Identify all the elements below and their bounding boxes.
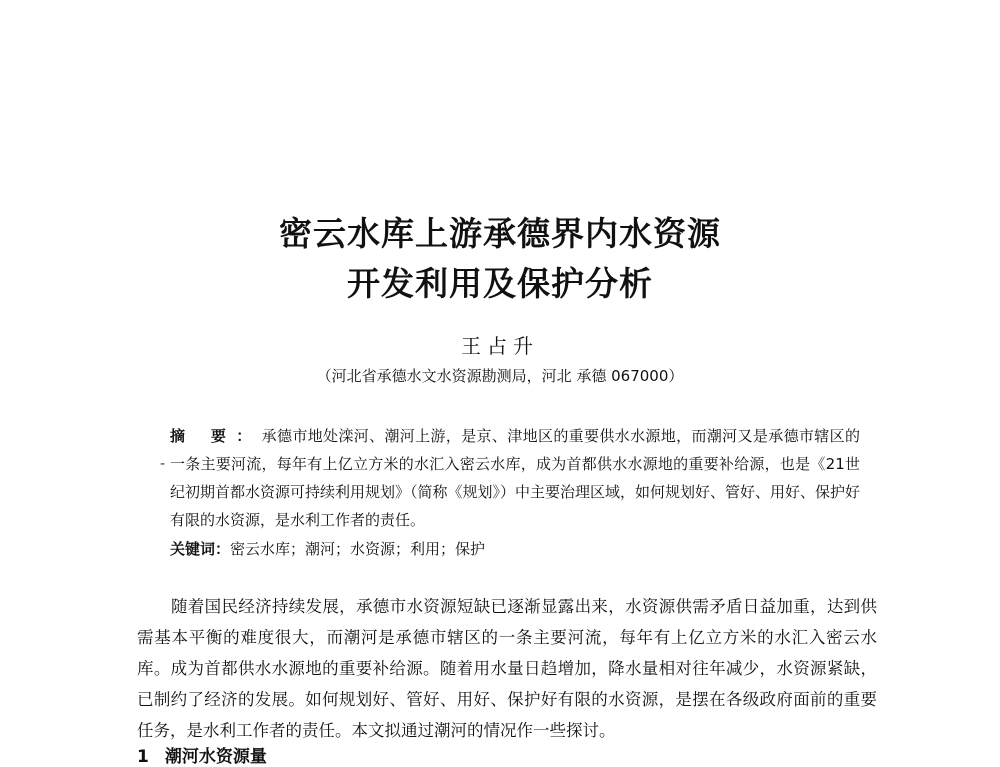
keywords-label: 关键词： bbox=[170, 540, 231, 558]
abstract-label: 摘 要： bbox=[170, 427, 262, 445]
abstract-text: 承德市地处滦河、潮河上游，是京、津地区的重要供水水源地，而潮河又是承德市辖区的一条主要河流，每年有上亿立方米的水汇入密云水库，成为首都供水水源地的重要补给源，也是《21世纪初期首都水资源可持续利用规划》（简称《规划》）中主要治理区域，如何规划好、管好、用好、保护好有限的水资源，是水利工作者的责任。 bbox=[170, 427, 861, 529]
author-affiliation: （河北省承德水文水资源勘测局，河北 承德 067000） bbox=[316, 367, 684, 385]
paper-title-line2: 开发利用及保护分析 bbox=[347, 264, 653, 303]
keywords bbox=[170, 535, 860, 563]
section-number: 1 bbox=[137, 747, 149, 767]
author-name: 王占升 bbox=[461, 334, 539, 358]
section-heading bbox=[137, 742, 267, 767]
body-paragraph: 随着国民经济持续发展，承德市水资源短缺已逐渐显露出来，水资源供需矛盾日益加重，达到供需基本平衡的难度很大，而潮河是承德市辖区的一条主要河流，每年有上亿立方米的水汇入密云水库。成为首都供水水源地的重要补给源。随着用水量日趋增加，降水量相对往年减少，水资源紧缺，已制约了经济的发展。如何规划好、管好、用好、保护好有限的水资源，是摆在各级政府面前的重要任务，是水利工作者的责任。本文拟通过潮河的情况作一些探讨。 bbox=[137, 597, 877, 740]
paper-title-line1: 密云水库上游承德界内水资源 bbox=[279, 214, 721, 253]
section-title: 潮河水资源量 bbox=[164, 747, 267, 767]
abstract bbox=[170, 422, 860, 534]
margin-mark: - bbox=[160, 456, 166, 472]
keywords-text: 密云水库；潮河；水资源；利用；保护 bbox=[230, 540, 486, 558]
